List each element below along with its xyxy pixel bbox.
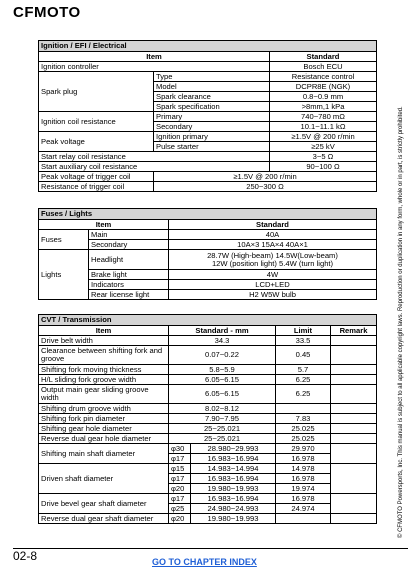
remark-value xyxy=(331,375,377,385)
limit-value xyxy=(276,514,331,524)
row-value: 250~300 Ω xyxy=(154,182,377,192)
section-title: CVT / Transmission xyxy=(39,315,377,326)
remark-value xyxy=(331,514,377,524)
diameter-label: φ30 xyxy=(169,444,191,454)
limit-value: 33.5 xyxy=(276,336,331,346)
standard-value: 19.980~19.993 xyxy=(191,514,276,524)
diameter-label: φ20 xyxy=(169,514,191,524)
sub-label: Pulse starter xyxy=(154,142,270,152)
row-label: Start relay coil resistance xyxy=(39,152,270,162)
table-row xyxy=(39,494,377,504)
limit-value: 24.974 xyxy=(276,504,331,514)
limit-value: 16.978 xyxy=(276,494,331,504)
remark-value xyxy=(331,444,377,464)
standard-value: 16.983~16.994 xyxy=(191,454,276,464)
remark-value xyxy=(331,385,377,404)
diameter-label: φ17 xyxy=(169,454,191,464)
headlight-line-2: 12W (position light) 5.4W (turn light) xyxy=(211,258,334,268)
sub-label: Spark specification xyxy=(154,102,270,112)
limit-value xyxy=(276,404,331,414)
row-label: Resistance of trigger coil xyxy=(39,182,154,192)
table-row xyxy=(39,434,377,444)
remark-value xyxy=(331,346,377,365)
header-limit: Limit xyxy=(276,326,331,336)
item-label: Reverse dual gear hole diameter xyxy=(39,434,169,444)
remark-value xyxy=(331,434,377,444)
standard-value: 16.983~16.994 xyxy=(191,474,276,484)
row-value: >8mm,1 kPa xyxy=(270,102,377,112)
item-label: Driven shaft diameter xyxy=(39,464,169,494)
header-standard: Standard - mm xyxy=(169,326,276,336)
standard-value: 19.980~19.993 xyxy=(191,484,276,494)
row-value: ≥1.5V @ 200 r/min xyxy=(154,172,377,182)
standard-value: 8.02~8.12 xyxy=(169,404,276,414)
ignition-table xyxy=(38,40,377,192)
item-label: Shifting gear hole diameter xyxy=(39,424,169,434)
row-label: Peak voltage of trigger coil xyxy=(39,172,154,182)
row-label: Fuses xyxy=(39,230,89,250)
row-label: Lights xyxy=(39,250,89,300)
table-row xyxy=(39,365,377,375)
item-label: Reverse dual gear shaft diameter xyxy=(39,514,169,524)
section-title: Fuses / Lights xyxy=(39,209,377,220)
remark-value xyxy=(331,414,377,424)
brand-logo: CFMOTO xyxy=(13,4,81,21)
row-label: Spark plug xyxy=(39,72,154,112)
row-value: 10.1~11.1 kΩ xyxy=(270,122,377,132)
item-label: Shifting main shaft diameter xyxy=(39,444,169,464)
limit-value: 0.45 xyxy=(276,346,331,365)
sub-label: Secondary xyxy=(89,240,169,250)
table-row xyxy=(39,514,377,524)
header-standard: Standard xyxy=(169,220,377,230)
row-label: Ignition coil resistance xyxy=(39,112,154,132)
limit-value: 29.970 xyxy=(276,444,331,454)
remark-value xyxy=(331,365,377,375)
row-value: 740~780 mΩ xyxy=(270,112,377,122)
item-label: Clearance between shifting fork and groove xyxy=(39,346,169,365)
row-value: 3~5 Ω xyxy=(270,152,377,162)
row-value: 0.8~0.9 mm xyxy=(270,92,377,102)
row-value: H2 W5W bulb xyxy=(169,290,377,300)
table-row xyxy=(39,385,377,404)
sub-label: Headlight xyxy=(89,250,169,270)
table-row xyxy=(39,336,377,346)
standard-value: 0.07~0.22 xyxy=(169,346,276,365)
copyright-text: © CFMOTO Powersports, Inc. This manual is subject to all applicable copyright laws. Reproduction or duplication in any form, whole or in part, is strictly prohibited. xyxy=(398,106,404,538)
diameter-label: φ17 xyxy=(169,494,191,504)
limit-value: 25.025 xyxy=(276,424,331,434)
row-label: Peak voltage xyxy=(39,132,154,152)
standard-value: 6.05~6.15 xyxy=(169,385,276,404)
sub-label: Brake light xyxy=(89,270,169,280)
standard-value: 34.3 xyxy=(169,336,276,346)
table-row xyxy=(39,424,377,434)
row-value: DCPR8E (NGK) xyxy=(270,82,377,92)
sub-label: Spark clearance xyxy=(154,92,270,102)
row-value: 10A×3 15A×4 40A×1 xyxy=(169,240,377,250)
limit-value: 6.25 xyxy=(276,375,331,385)
item-label: Shifting fork pin diameter xyxy=(39,414,169,424)
row-value: Resistance control xyxy=(270,72,377,82)
limit-value: 16.978 xyxy=(276,474,331,484)
standard-value: 5.8~5.9 xyxy=(169,365,276,375)
chapter-index-link[interactable]: GO TO CHAPTER INDEX xyxy=(152,557,257,567)
sub-label: Ignition primary xyxy=(154,132,270,142)
row-label: Ignition controller xyxy=(39,62,270,72)
diameter-label: φ15 xyxy=(169,464,191,474)
diameter-label: φ17 xyxy=(169,474,191,484)
table-row xyxy=(39,404,377,414)
standard-value: 6.05~6.15 xyxy=(169,375,276,385)
section-title: Ignition / EFI / Electrical xyxy=(39,41,377,52)
table-row xyxy=(39,444,377,454)
limit-value: 16.978 xyxy=(276,454,331,464)
standard-value: 7.90~7.95 xyxy=(169,414,276,424)
remark-value xyxy=(331,464,377,494)
sub-label: Type xyxy=(154,72,270,82)
row-value: Bosch ECU xyxy=(270,62,377,72)
fuses-lights-table xyxy=(38,208,377,300)
item-label: Shifting drum groove width xyxy=(39,404,169,414)
row-value: ≥25 kV xyxy=(270,142,377,152)
sub-label: Secondary xyxy=(154,122,270,132)
row-value xyxy=(169,250,377,270)
row-value: 4W xyxy=(169,270,377,280)
standard-value: 28.980~29.993 xyxy=(191,444,276,454)
table-row xyxy=(39,375,377,385)
item-label: Drive bevel gear shaft diameter xyxy=(39,494,169,514)
limit-value: 14.978 xyxy=(276,464,331,474)
remark-value xyxy=(331,494,377,514)
table-row xyxy=(39,414,377,424)
limit-value: 5.7 xyxy=(276,365,331,375)
header-item: Item xyxy=(39,52,270,62)
standard-value: 25~25.021 xyxy=(169,424,276,434)
row-value: ≥1.5V @ 200 r/min xyxy=(270,132,377,142)
standard-value: 16.983~16.994 xyxy=(191,494,276,504)
standard-value: 24.980~24.993 xyxy=(191,504,276,514)
header-item: Item xyxy=(39,326,169,336)
sub-label: Main xyxy=(89,230,169,240)
header-item: Item xyxy=(39,220,169,230)
sub-label: Rear license light xyxy=(89,290,169,300)
limit-value: 25.025 xyxy=(276,434,331,444)
table-row xyxy=(39,464,377,474)
remark-value xyxy=(331,424,377,434)
row-value: 90~100 Ω xyxy=(270,162,377,172)
cvt-rows xyxy=(39,336,377,524)
standard-value: 25~25.021 xyxy=(169,434,276,444)
limit-value: 19.974 xyxy=(276,484,331,494)
copyright-notice xyxy=(390,50,404,550)
row-label: Start auxiliary coil resistance xyxy=(39,162,270,172)
sub-label: Primary xyxy=(154,112,270,122)
header-standard: Standard xyxy=(270,52,377,62)
item-label: Output main gear sliding groove width xyxy=(39,385,169,404)
footer-divider xyxy=(13,548,408,549)
sub-label: Model xyxy=(154,82,270,92)
page-number: 02-8 xyxy=(13,549,38,563)
standard-value: 14.983~14.994 xyxy=(191,464,276,474)
item-label: Shifting fork moving thickness xyxy=(39,365,169,375)
diameter-label: φ20 xyxy=(169,484,191,494)
row-value: LCD+LED xyxy=(169,280,377,290)
item-label: Drive belt width xyxy=(39,336,169,346)
headlight-line-1: 28.7W (High-beam) 14.5W(Low-beam) xyxy=(207,250,338,260)
item-label: H/L sliding fork groove width xyxy=(39,375,169,385)
row-value: 40A xyxy=(169,230,377,240)
sub-label: Indicators xyxy=(89,280,169,290)
table-row xyxy=(39,346,377,365)
cvt-transmission-table xyxy=(38,314,377,524)
limit-value: 7.83 xyxy=(276,414,331,424)
diameter-label: φ25 xyxy=(169,504,191,514)
limit-value: 6.25 xyxy=(276,385,331,404)
header-remark: Remark xyxy=(331,326,377,336)
remark-value xyxy=(331,336,377,346)
remark-value xyxy=(331,404,377,414)
